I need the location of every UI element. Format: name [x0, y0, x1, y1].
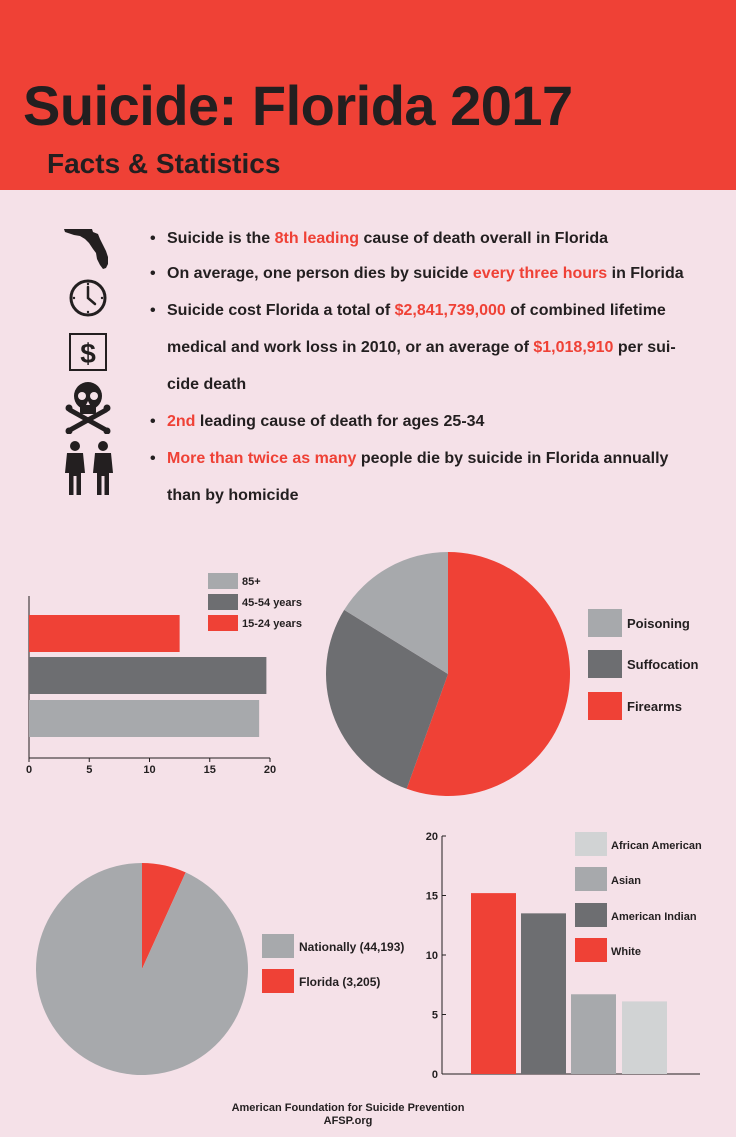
national-slice-nationally-44-193	[36, 863, 248, 1075]
two-people-icon	[62, 440, 116, 496]
fact-highlight: every three hours	[472, 265, 608, 282]
legend-swatch-suffocation	[588, 650, 622, 678]
bullet: •	[150, 450, 156, 467]
bar-african-american	[622, 1001, 667, 1074]
legend-label-florida-3-205: Florida (3,205)	[299, 975, 381, 989]
fact-text: per sui-cide death	[167, 339, 676, 393]
bar-15-24-years	[29, 615, 180, 652]
legend-label-poisoning: Poisoning	[627, 616, 690, 631]
national-pie-chart	[20, 855, 440, 1085]
legend-label-asian: Asian	[611, 875, 641, 887]
y-tick-label: 0	[431, 1069, 438, 1081]
legend-label-suffocation: Suffocation	[627, 657, 699, 672]
footer	[0, 1102, 696, 1128]
bar-white	[471, 893, 516, 1074]
fact-highlight: 8th leading	[274, 230, 360, 247]
legend-swatch-85	[208, 573, 238, 589]
x-tick-label: 10	[143, 764, 156, 776]
x-tick-label: 5	[86, 764, 93, 776]
legend-swatch-african-american	[575, 832, 607, 856]
fact-text: On average, one person dies by suicide	[167, 265, 473, 282]
x-tick-label: 0	[25, 764, 33, 776]
fact-highlight: 2nd	[167, 413, 196, 430]
bar-asian	[571, 994, 616, 1074]
fact-text: Suicide cost Florida a total of	[167, 302, 395, 319]
legend-swatch-florida-3-205	[262, 969, 294, 993]
legend-label-american-indian: American Indian	[611, 911, 697, 923]
legend-swatch-poisoning	[588, 609, 622, 637]
legend-label-nationally-44-193: Nationally (44,193)	[299, 940, 405, 954]
fact-text: of combined lifetime medical and work loss in 2010, or an average of	[167, 302, 666, 356]
bar-85	[29, 700, 259, 737]
legend-label-45-54-years: 45-54 years	[242, 597, 302, 609]
fact-text: people die by suicide in Florida annually than by homicide	[167, 450, 669, 504]
page-title: Suicide: Florida 2017	[23, 74, 573, 137]
y-tick-label: 10	[425, 950, 438, 962]
fact-highlight: $1,018,910	[533, 339, 614, 356]
bullet: •	[150, 230, 156, 247]
y-tick-label: 15	[425, 890, 438, 903]
bullet: •	[150, 413, 156, 430]
bar-american-indian	[521, 913, 566, 1074]
skull-crossbones-icon	[64, 380, 112, 434]
race-bar-chart	[410, 820, 736, 1090]
legend-label-firearms: Firearms	[627, 699, 682, 714]
legend-swatch-firearms	[588, 692, 622, 720]
method-pie-chart	[320, 548, 736, 804]
fact-highlight: More than twice as many	[167, 450, 357, 467]
x-tick-label: 15	[203, 764, 216, 776]
fact-text: leading cause of death for ages 25-34	[195, 413, 485, 430]
y-tick-label: 5	[431, 1009, 438, 1022]
svg-text:$: $	[80, 338, 96, 369]
legend-swatch-15-24-years	[208, 615, 238, 631]
legend-swatch-45-54-years	[208, 594, 238, 610]
legend-swatch-white	[575, 938, 607, 962]
clock-icon	[68, 278, 108, 318]
age-bar-chart	[0, 560, 330, 780]
legend-label-african-american: African American	[611, 840, 702, 852]
bar-45-54-years	[29, 657, 266, 694]
fact-text: Suicide is the	[167, 230, 275, 247]
footer-website: AFSP.org	[323, 1115, 373, 1127]
legend-label-white: White	[611, 946, 641, 958]
legend-label-15-24-years: 15-24 years	[242, 618, 302, 630]
fact-text: in Florida	[607, 265, 684, 282]
y-tick-label: 20	[425, 831, 438, 843]
x-tick-label: 20	[263, 764, 277, 776]
fact-text: cause of death overall in Florida	[359, 230, 608, 247]
legend-swatch-nationally-44-193	[262, 934, 294, 958]
florida-map-icon	[62, 226, 112, 270]
legend-label-85: 85+	[242, 576, 261, 588]
legend-swatch-asian	[575, 867, 607, 891]
legend-swatch-american-indian	[575, 903, 607, 927]
footer-organization: American Foundation for Suicide Prevention	[231, 1102, 465, 1114]
bullet: •	[150, 302, 156, 319]
fact-highlight: $2,841,739,000	[394, 302, 506, 319]
page-subtitle: Facts & Statistics	[47, 148, 281, 179]
dollar-icon	[68, 332, 108, 372]
bullet: •	[150, 265, 156, 282]
